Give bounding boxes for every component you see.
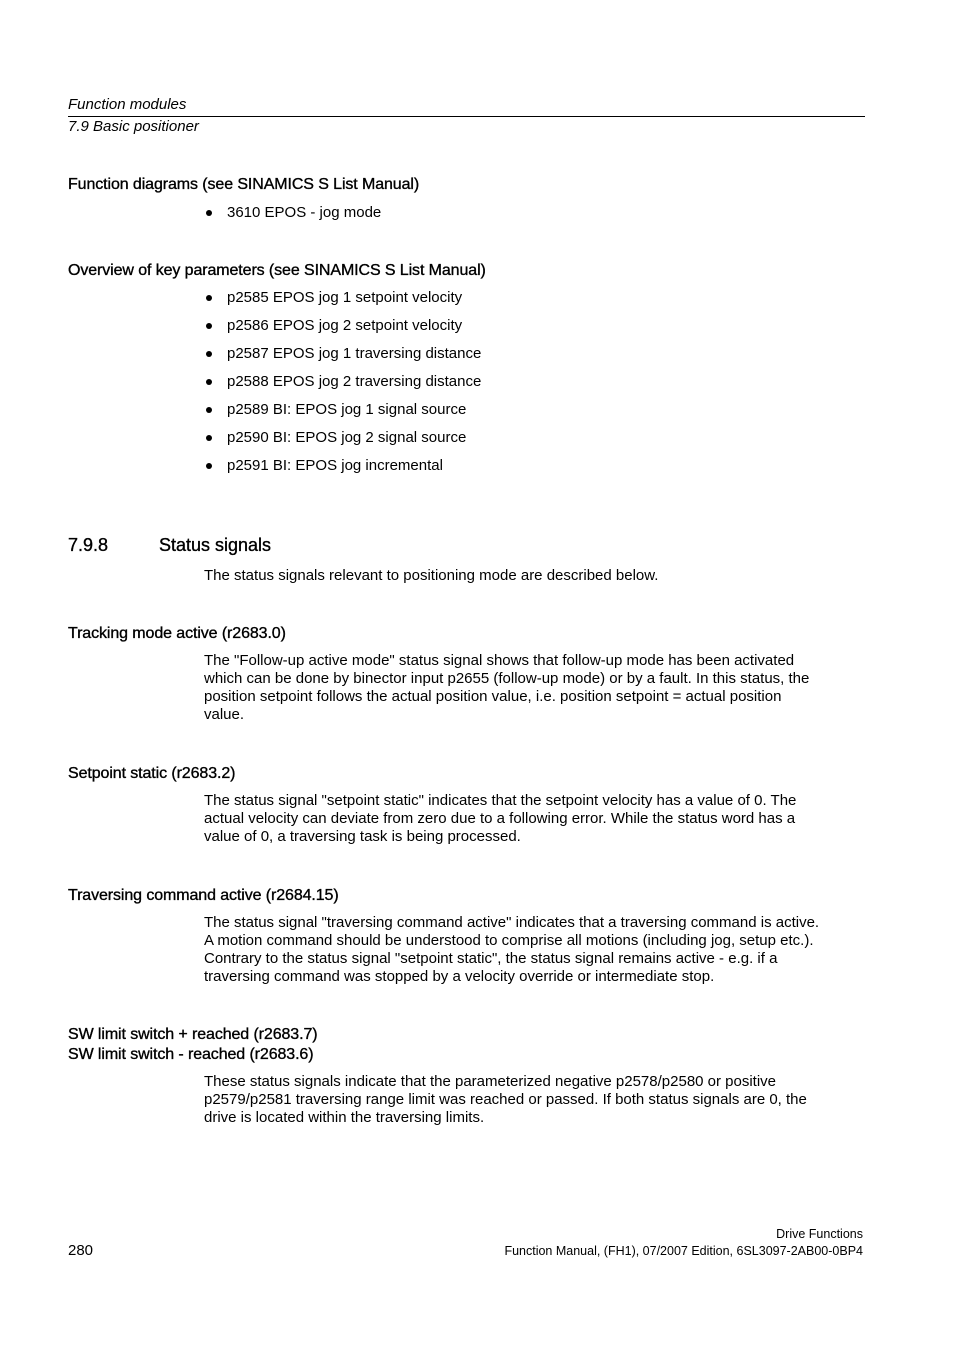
- section-intro: The status signals relevant to positioning mode are described below.: [204, 567, 659, 584]
- bullet-icon: [206, 351, 212, 357]
- header-chapter: Function modules: [68, 96, 187, 113]
- footer-doc-title: Drive Functions: [776, 1227, 863, 1241]
- tracking-paragraph: The "Follow-up active mode" status signal shows that follow-up mode has been activated which can be done by binector input p2655 (follow-up mode) or by a fault. In this status, the position setpoint follows the actual position value, i.e. position setpoint = actual position value.: [204, 652, 810, 723]
- list-item: 3610 EPOS - jog mode: [204, 204, 381, 232]
- bullet-icon: [206, 379, 212, 385]
- list-item: p2586 EPOS jog 2 setpoint velocity: [204, 317, 481, 345]
- sw-limit-minus-heading: SW limit switch - reached (r2683.6): [68, 1046, 314, 1063]
- tracking-heading: Tracking mode active (r2683.0): [68, 625, 286, 642]
- bullet-icon: [206, 463, 212, 469]
- bullet-icon: [206, 407, 212, 413]
- bullet-icon: [206, 435, 212, 441]
- traversing-heading: Traversing command active (r2684.15): [68, 887, 339, 904]
- footer-edition: Function Manual, (FH1), 07/2007 Edition, 6SL3097-2AB00-0BP4: [504, 1244, 863, 1258]
- section-heading: [68, 535, 271, 556]
- page-number: 280: [68, 1242, 94, 1259]
- list-item: p2585 EPOS jog 1 setpoint velocity: [204, 289, 481, 317]
- list-item: p2591 BI: EPOS jog incremental: [204, 457, 481, 485]
- setpoint-static-paragraph: The status signal "setpoint static" indicates that the setpoint velocity has a value of 0. The actual velocity can deviate from zero due to a following error. While the status word has a value of 0, a traversing task is being processed.: [204, 792, 797, 845]
- list-item: p2589 BI: EPOS jog 1 signal source: [204, 401, 481, 429]
- running-header: [68, 95, 865, 136]
- bullet-icon: [206, 295, 212, 301]
- key-parameters-list: [204, 289, 481, 485]
- function-diagrams-heading: Function diagrams (see SINAMICS S List Manual): [68, 176, 420, 193]
- sw-limit-plus-heading: SW limit switch + reached (r2683.7): [68, 1026, 318, 1043]
- bullet-icon: [206, 323, 212, 329]
- section-number: 7.9.8: [68, 535, 109, 555]
- list-item: p2588 EPOS jog 2 traversing distance: [204, 373, 481, 401]
- setpoint-static-heading: Setpoint static (r2683.2): [68, 765, 236, 782]
- bullet-icon: [206, 210, 212, 216]
- list-item: p2590 BI: EPOS jog 2 signal source: [204, 429, 481, 457]
- list-item: p2587 EPOS jog 1 traversing distance: [204, 345, 481, 373]
- section-title: Status signals: [159, 535, 272, 555]
- function-diagrams-list: [204, 204, 381, 232]
- sw-limit-paragraph: These status signals indicate that the parameterized negative p2578/p2580 or positive p2579/p2581 traversing range limit was reached or passed. If both status signals are 0, the drive is located within the traversing limits.: [204, 1073, 807, 1126]
- header-section: 7.9 Basic positioner: [68, 118, 199, 135]
- traversing-paragraph: The status signal "traversing command active" indicates that a traversing command is active. A motion command should be understood to comprise all motions (including jog, setup etc.). Contrary to the status signal "setpoint static", the status signal remains active - e.g. if a traversing command was stopped by a velocity override or intermediate stop.: [204, 914, 820, 985]
- key-parameters-heading: Overview of key parameters (see SINAMICS S List Manual): [68, 262, 486, 279]
